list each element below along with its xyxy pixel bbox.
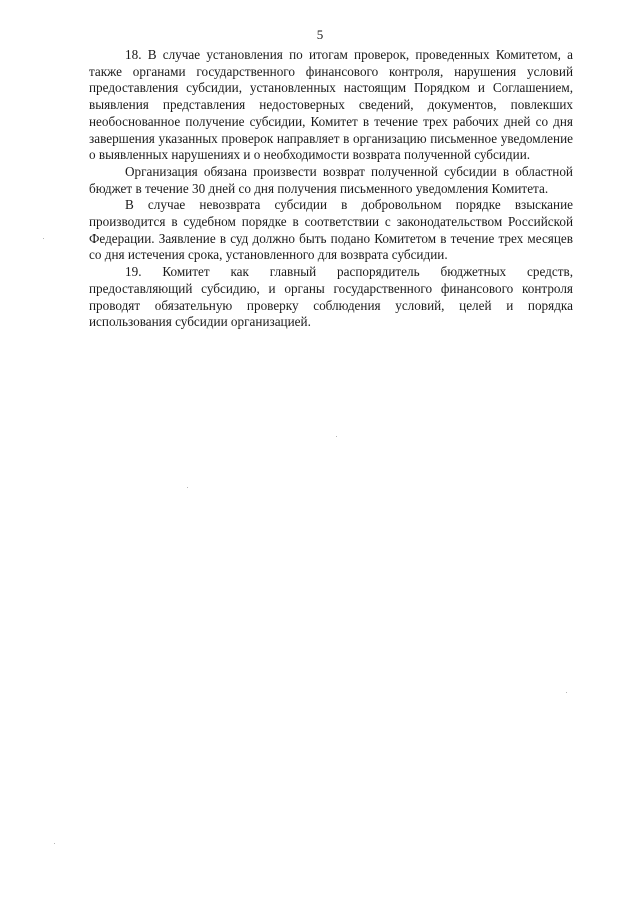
scan-speck [187,487,188,488]
paragraph-19-inspection: 19. Комитет как главный распорядитель бюджетных средств, предоставляющий субсидию, и органы государственного финансового контроля проводят обязательную проверку соблюдения условий, целей и порядка использования субсидии организацией. [89,264,573,330]
scan-speck [54,843,55,844]
paragraph-18-violations: 18. В случае установления по итогам проверок, проведенных Комитетом, а также органами государственного финансового контроля, нарушения условий предоставления субсидии, установленных настоящим Порядком и Соглашением, выявления представления недостоверных сведений, документов, повлекших необоснованное получение субсидии, Комитет в течение трех рабочих дней со дня завершения указанных проверок направляет в организацию письменное уведомление о выявленных нарушениях и о необходимости возврата полученной субсидии. [89,47,573,163]
scan-speck [566,692,567,693]
scan-speck [43,238,44,239]
page-number: 5 [316,27,324,42]
paragraph-court-recovery: В случае невозврата субсидии в добровольном порядке взыскание производится в судебном порядке в соответствии с законодательством Российской Федерации. Заявление в суд должно быть подано Комитетом в течение трех месяцев со дня истечения срока, установленного для возврата субсидии. [89,197,573,263]
document-body [89,47,573,331]
paragraph-refund-obligation: Организация обязана произвести возврат полученной субсидии в областной бюджет в течение 30 дней со дня получения письменного уведомления Комитета. [89,163,573,196]
scan-speck [336,436,337,437]
